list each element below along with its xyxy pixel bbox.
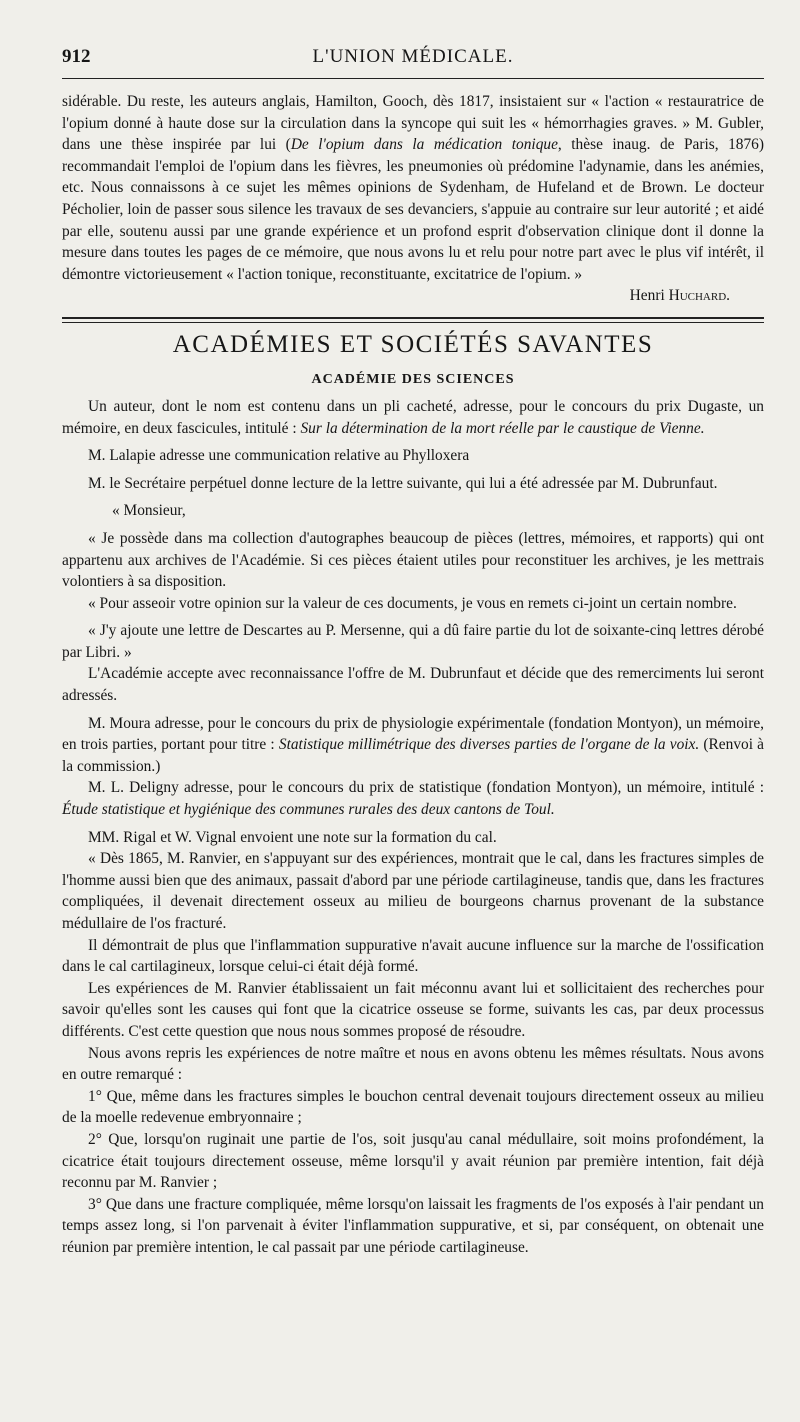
author-signature: Henri Huchard.	[629, 287, 730, 305]
paragraph-8: L'Académie accepte avec reconnaissance l'offre de M. Dubrunfaut et décide que des remerciments lui seront adressés.	[62, 665, 764, 705]
paragraph-12: « Dès 1865, M. Ranvier, en s'appuyant sur des expériences, montrait que le cal, dans les fractures simples de l'homme aussi bien que des animaux, passait d'abord par une période cartilagineuse, tandis que, dans les fractures compliquées, il devenait directement osseux au milieu de bourgeons charnus provenant de la substance médullaire de l'os fracturé.	[62, 850, 764, 932]
paragraph-11: MM. Rigal et W. Vignal envoient une note sur la formation du cal.	[88, 828, 497, 846]
paragraph-14: Les expériences de M. Ranvier établissaient un fait méconnu avant lui et sollicitaient des recherches pour savoir qu'elles sont les causes qui font que la cicatrice osseuse se forme, suivants les cas, par deux processus différents. C'est cette question que nous nous sommes proposé de résoudre.	[62, 979, 764, 1040]
conclusion-paragraph: sidérable. Du reste, les auteurs anglais, Hamilton, Gooch, dès 1817, insistaient sur « l'action « restauratrice de l'opium donné à haute dose sur la circulation dans la syncope qui suit les « hémorrhagies graves. » M. Gubler, dans une thèse inspirée par lui (De l'opium dans la médication tonique, thèse inaug. de Paris, 1876) recommandait l'emploi de l'opium dans les fièvres, les pneumonies où prédomine l'adynamie, dans les anémies, etc. Nous connaissons à ce sujet les mêmes opinions de Sydenham, de Hufeland et de Brown. Le docteur Pécholier, loin de passer sous silence les travaux de ses devanciers, s'appuie au contraire sur leur autorité ; et aidé par elle, soutenu aussi par une grande expérience et un profond esprit d'observation clinique dont il donne la mesure dans toutes les pages de ce mémoire, que nous avons lu et relu pour notre part avec le plus vif intérêt, il démontre victorieusement « l'action tonique, reconstituante, excitatrice de l'opium. »	[62, 93, 765, 283]
paragraph-6: « Pour asseoir votre opinion sur la valeur de ces documents, je vous en remets ci-joint un certain nombre.	[88, 594, 737, 612]
paragraph-17: 2° Que, lorsqu'on ruginait une partie de l'os, soit jusqu'au canal médullaire, soit moins profondément, la cicatrice était toujours directement osseuse, même lorsqu'il y avait réunion par première intention, fait déjà reconnu par M. Ranvier ;	[62, 1130, 764, 1192]
thesis-title: De l'opium dans la médication tonique	[290, 136, 558, 154]
page-number: 912	[62, 46, 91, 67]
paragraph-7: « J'y ajoute une lettre de Descartes au P. Mersenne, qui a dû faire partie du lot de soixante-cinq lettres dérobé par Libri. »	[62, 622, 764, 661]
paragraph-16: 1° Que, même dans les fractures simples le bouchon central devenait toujours directement osseux au milieu de la moelle redevenue embryonnaire ;	[62, 1087, 764, 1127]
subsection-title: ACADÉMIE DES SCIENCES	[311, 371, 515, 387]
running-head	[62, 42, 764, 74]
running-title: L'UNION MÉDICALE.	[312, 46, 514, 67]
paragraph-4: « Monsieur,	[112, 502, 186, 520]
paragraph-10: M. L. Deligny adresse, pour le concours du prix de statistique (fondation Montyon), un mémoire, intitulé : Étude statistique et hygiénique des communes rurales des deux cantons de Toul.	[62, 779, 764, 819]
section-title: ACADÉMIES ET SOCIÉTÉS SAVANTES	[172, 330, 654, 358]
section-rule-thin	[62, 322, 764, 323]
paragraph-13: Il démontrait de plus que l'inflammation suppurative n'avait aucune influence sur la marche de l'ossification dans le cal cartilagineux, lorsque celui-ci était déjà formé.	[62, 936, 764, 976]
paragraph-2: M. Lalapie adresse une communication relative au Phylloxera	[88, 447, 470, 465]
header-rule	[62, 78, 764, 79]
paragraph-18: 3° Que dans une fracture compliquée, même lorsqu'on laissait les fragments de l'os exposés à l'air pendant un temps assez long, si l'on parvenait à éviter l'inflammation suppurative, et si, par conséquent, on obtenait une réunion par première intention, le cal passait par une période cartilagineuse.	[62, 1195, 764, 1256]
paragraph-9: M. Moura adresse, pour le concours du prix de physiologie expérimentale (fondation Montyon), un mémoire, en trois parties, portant pour titre : Statistique millimétrique des diverses parties de l'organe de la voix. (Renvoi à la commission.)	[62, 714, 764, 775]
paragraph-3: M. le Secrétaire perpétuel donne lecture de la lettre suivante, qui lui a été adressée par M. Dubrunfaut.	[88, 474, 718, 492]
article-conclusion	[62, 91, 764, 307]
academy-proceedings	[62, 396, 764, 1259]
paragraph-15: Nous avons repris les expériences de notre maître et nous en avons obtenu les mêmes résultats. Nous avons en outre remarqué :	[62, 1044, 764, 1084]
paragraph-1: Un auteur, dont le nom est contenu dans un pli cacheté, adresse, pour le concours du prix Dugaste, un mémoire, en deux fascicules, intitulé : Sur la détermination de la mort réelle par le caustique de Vienne.	[62, 397, 764, 437]
paragraph-5: « Je possède dans ma collection d'autographes beaucoup de pièces (lettres, mémoires, et rapports) qui ont appartenu aux archives de l'Académie. Si ces pièces étaient utiles pour reconstituer les archives, je les mettrais volontiers à sa disposition.	[62, 529, 764, 591]
section-rule-thick	[62, 317, 764, 319]
